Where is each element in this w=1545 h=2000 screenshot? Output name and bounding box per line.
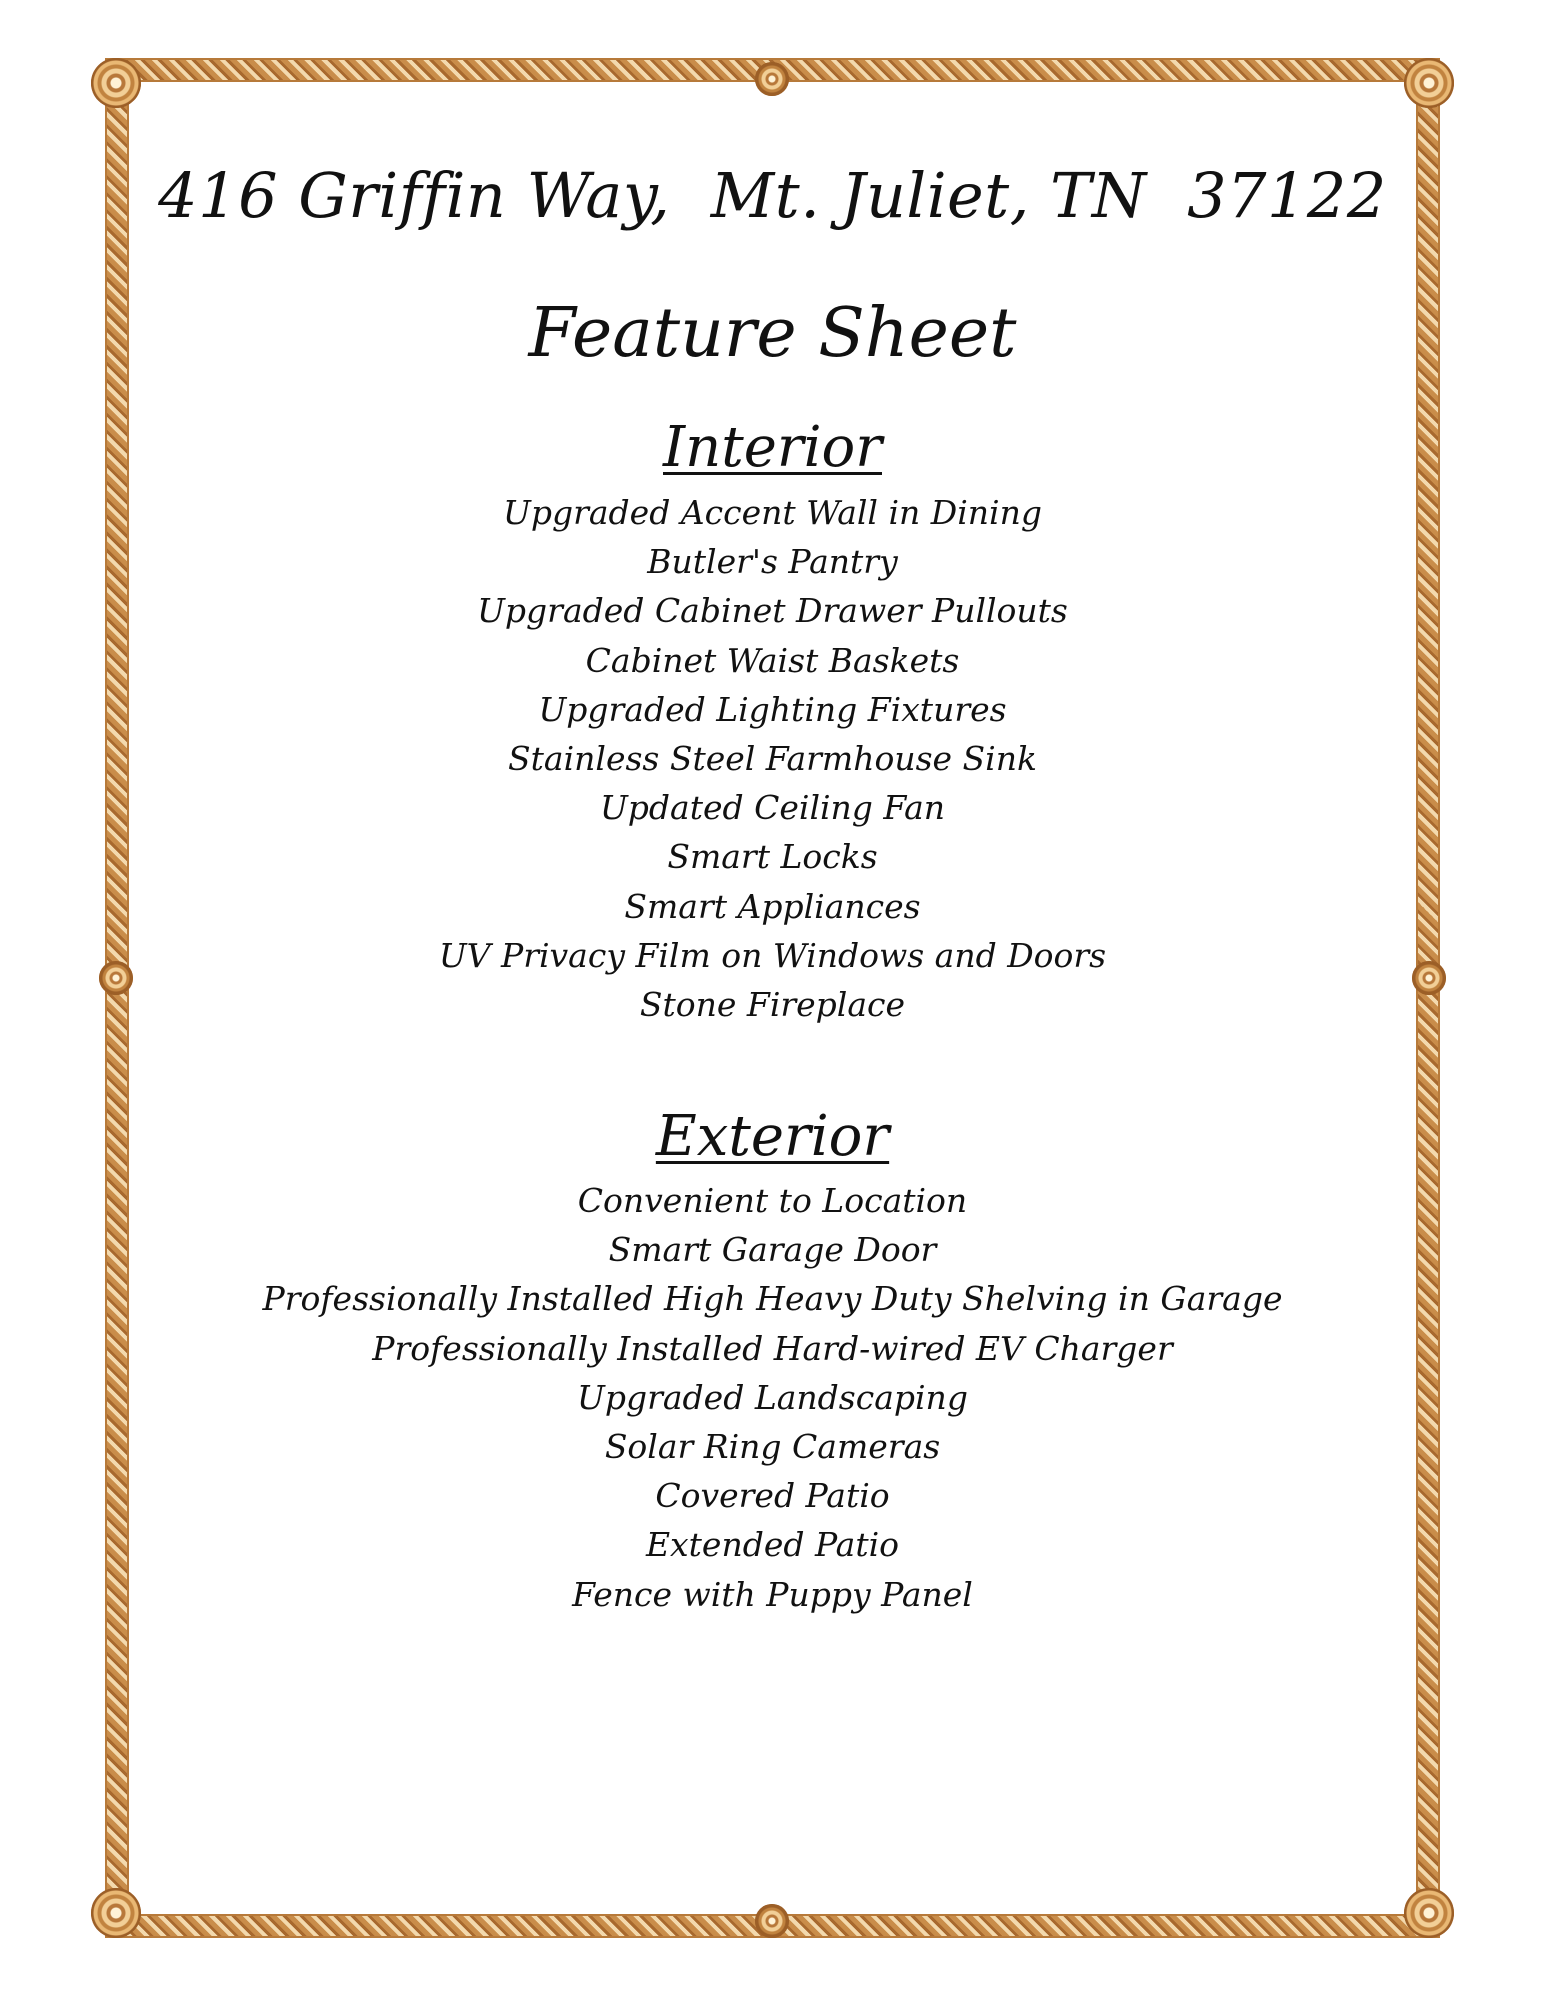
list-item: Smart Locks: [667, 837, 878, 877]
list-item: Professionally Installed High Heavy Duty Shelving in Garage: [262, 1279, 1283, 1319]
interior-heading: Interior: [663, 415, 882, 480]
list-item: Solar Ring Cameras: [604, 1426, 941, 1466]
interior-feature-list: [140, 488, 1405, 1029]
list-item: Covered Patio: [655, 1476, 890, 1516]
corner-rosette-icon: [91, 58, 141, 108]
property-address: 416 Griffin Way, Mt. Juliet, TN 37122: [158, 159, 1387, 232]
list-item: Stone Fireplace: [639, 984, 906, 1024]
corner-rosette-icon: [1404, 1888, 1454, 1938]
list-item: UV Privacy Film on Windows and Doors: [438, 935, 1107, 975]
exterior-heading: Exterior: [655, 1104, 890, 1169]
edge-rosette-icon: [1412, 961, 1446, 995]
corner-rosette-icon: [1404, 58, 1454, 108]
list-item: Smart Appliances: [624, 886, 921, 926]
list-item: Updated Ceiling Fan: [599, 788, 946, 828]
page-title: Feature Sheet: [528, 294, 1017, 373]
list-item: Upgraded Accent Wall in Dining: [503, 493, 1042, 532]
list-item: Cabinet Waist Baskets: [585, 640, 960, 680]
list-item: Convenient to Location: [577, 1181, 968, 1220]
list-item: Stainless Steel Farmhouse Sink: [508, 738, 1037, 778]
corner-rosette-icon: [91, 1888, 141, 1938]
list-item: Extended Patio: [645, 1525, 900, 1565]
list-item: Fence with Puppy Panel: [572, 1574, 973, 1614]
edge-rosette-icon: [755, 1904, 789, 1938]
list-item: Butler's Pantry: [647, 542, 898, 582]
exterior-feature-list: [140, 1176, 1405, 1619]
edge-rosette-icon: [99, 961, 133, 995]
list-item: Upgraded Cabinet Drawer Pullouts: [477, 591, 1068, 631]
list-item: Upgraded Lighting Fixtures: [538, 689, 1007, 729]
list-item: Professionally Installed Hard-wired EV Charger: [372, 1328, 1173, 1368]
edge-rosette-icon: [755, 62, 789, 96]
list-item: Smart Garage Door: [608, 1230, 937, 1270]
list-item: Upgraded Landscaping: [577, 1377, 968, 1417]
